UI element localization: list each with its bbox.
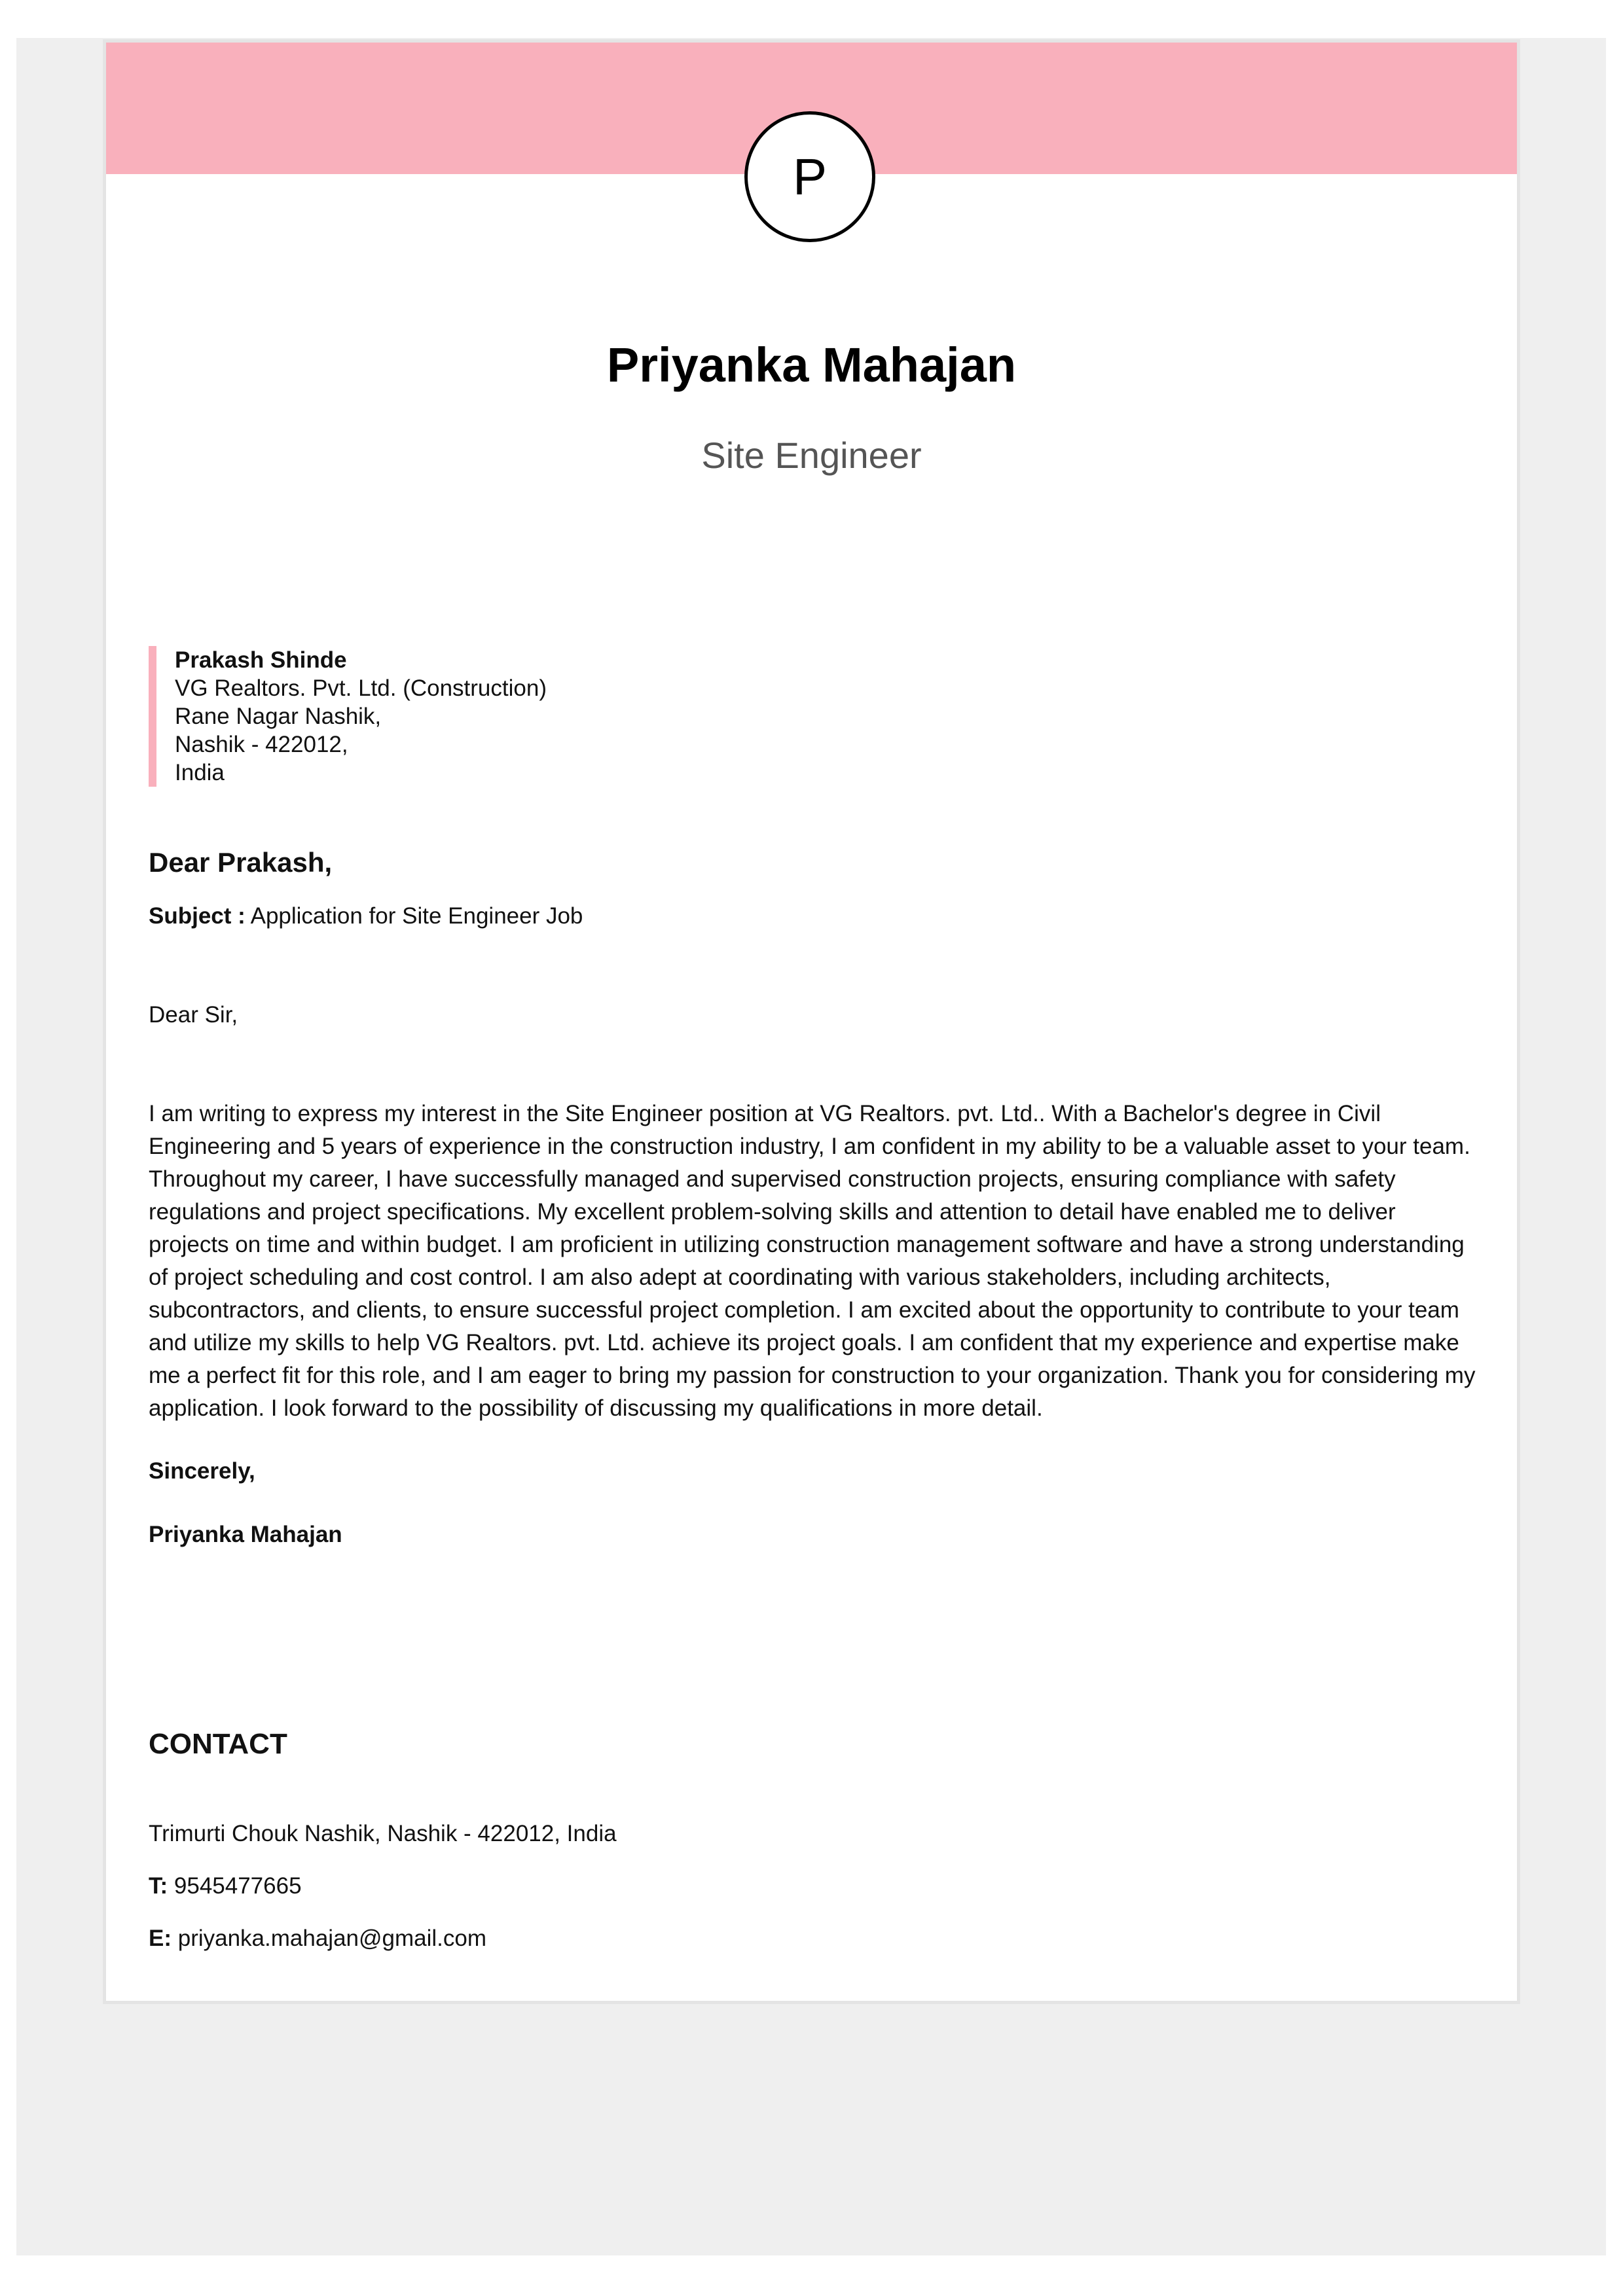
greeting: Dear Prakash, [149,847,333,878]
recipient-city: Nashik - 422012, [175,732,348,757]
subject-label: Subject : [149,903,246,929]
email-label: E: [149,1926,172,1951]
recipient-country: India [175,760,225,785]
letter-body: I am writing to express my interest in the Site Engineer position at VG Realtors. pvt. Ltd.. With a Bachelor's degree in Civil Engineering and 5 years of experience in the construction industry, I am confident in my ability to be a valuable asset to your team. Throughout my career, I have successfully managed and supervised construction projects, ensuring compliance with safety regulations and project specifications. My excellent problem-solving skills and attention to detail have enabled me to deliver projects on time and within budget. I am proficient in utilizing construction management software and have a strong understanding of project scheduling and cost control. I am also adept at coordinating with various stakeholders, including architects, subcontractors, and clients, to ensure successful project completion. I am excited about the opportunity to contribute to your team and utilize my skills to help VG Realtors. pvt. Ltd. achieve its project goals. I am confident that my experience and expertise make me a perfect fit for this role, and I am eager to bring my passion for construction to your organization. Thank you for considering my application. I look forward to the possibility of discussing my qualifications in more detail. [149,1101,1476,1421]
phone-label: T: [149,1873,168,1899]
contact-address: Trimurti Chouk Nashik, Nashik - 422012, India [149,1821,617,1846]
recipient-block [149,646,764,787]
cover-letter-page [103,39,1520,2004]
recipient-street: Rane Nagar Nashik, [175,704,382,729]
signature-name: Priyanka Mahajan [149,1522,342,1547]
contact-phone [149,1873,302,1899]
salutation: Dear Sir, [149,1002,238,1028]
subject-text: Application for Site Engineer Job [250,903,583,929]
recipient-company: VG Realtors. Pvt. Ltd. (Construction) [175,675,547,701]
email-address: priyanka.mahajan@gmail.com [177,1926,487,1951]
recipient-name: Prakash Shinde [175,647,347,673]
phone-number: 9545477665 [173,1873,302,1899]
avatar [744,111,875,242]
applicant-role: Site Engineer [701,435,922,476]
subject-line [149,903,583,929]
closing: Sincerely, [149,1458,255,1484]
contact-email [149,1926,486,1952]
contact-heading: CONTACT [149,1728,287,1760]
avatar-initial: P [792,147,828,206]
applicant-name: Priyanka Mahajan [606,338,1017,392]
